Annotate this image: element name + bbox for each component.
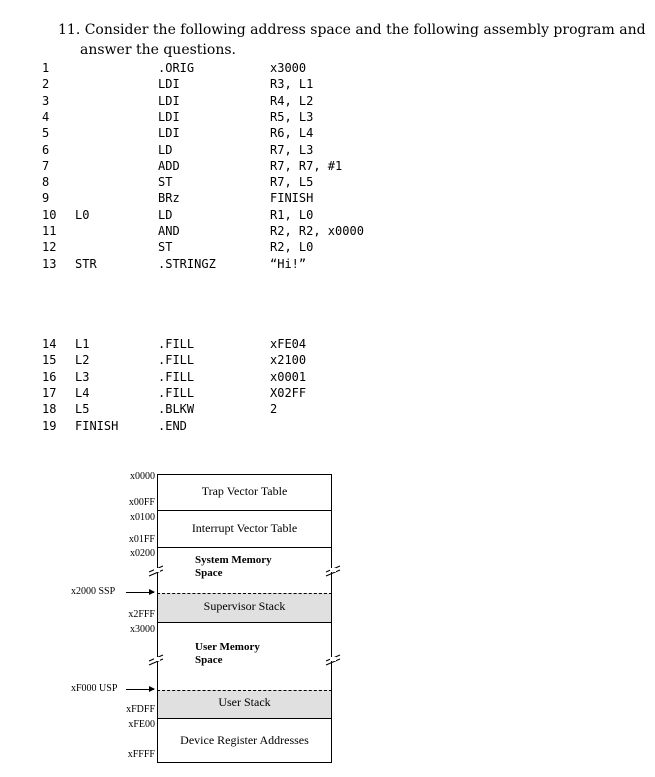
code-opcode: LD [158, 142, 173, 157]
line-number: 11 [42, 224, 57, 238]
code-operands: R6, L4 [270, 126, 314, 141]
question-line-1: 11. Consider the following address space and the following assembly program and [58, 22, 646, 38]
code-operands: X02FF [270, 385, 307, 400]
system-memory-label-2: Space [195, 567, 223, 579]
code-opcode: .END [158, 418, 187, 433]
line-number: 2 [42, 77, 50, 92]
line-number: 14 [42, 337, 57, 351]
code-opcode: LDI [158, 93, 180, 108]
line-number: 16 [42, 369, 57, 384]
code-label: L2 [75, 353, 90, 368]
line-number: 4 [42, 109, 50, 124]
trap-vector-table-label: Trap Vector Table [201, 484, 288, 498]
code-operands: R3, L1 [270, 77, 314, 92]
line-number: 8 [42, 175, 50, 190]
line-number: 7 [42, 158, 50, 173]
system-memory-label-1: System Memory [195, 554, 272, 566]
code-operands: R7, L3 [270, 142, 314, 157]
code-opcode: .FILL [158, 369, 195, 384]
address-label: xFDFF [126, 704, 155, 715]
code-operands: R1, L0 [270, 207, 314, 222]
supervisor-stack-label: Supervisor Stack [203, 599, 286, 613]
code-label: L0 [75, 207, 90, 222]
line-number: 10 [42, 207, 57, 222]
code-opcode: .BLKW [158, 402, 195, 417]
ssp-pointer-label: x2000 SSP [71, 586, 116, 597]
code-operands: x2100 [270, 353, 307, 368]
code-opcode: ST [158, 175, 173, 190]
code-operands: R4, L2 [270, 93, 314, 108]
line-number: 3 [42, 93, 50, 108]
line-number: 19 [42, 418, 57, 433]
address-label: x0100 [130, 512, 155, 523]
code-opcode: ADD [158, 158, 180, 173]
question-line-2: answer the questions. [80, 42, 236, 58]
address-label: x00FF [128, 497, 155, 508]
code-operands: x0001 [270, 369, 307, 384]
line-number: 18 [42, 402, 57, 417]
address-label: xFE00 [128, 719, 155, 730]
code-operands: R5, L3 [270, 109, 314, 124]
address-label: x2FFF [128, 609, 155, 620]
code-operands: R7, L5 [270, 175, 314, 190]
code-operands: x3000 [270, 61, 307, 75]
line-number: 5 [42, 126, 50, 141]
address-label: x3000 [130, 624, 155, 635]
code-operands: xFE04 [270, 337, 307, 351]
line-number: 12 [42, 240, 57, 255]
user-memory-label-2: Space [195, 654, 223, 666]
code-label: FINISH [75, 418, 119, 433]
code-opcode: AND [158, 224, 180, 238]
code-opcode: .FILL [158, 353, 195, 368]
code-operands: R2, L0 [270, 240, 314, 255]
code-opcode: .ORIG [158, 61, 195, 75]
code-operands: R7, R7, #1 [270, 158, 343, 173]
line-number: 13 [42, 256, 57, 271]
code-opcode: .FILL [158, 385, 195, 400]
line-number: 1 [42, 61, 50, 75]
line-number: 6 [42, 142, 50, 157]
code-opcode: LDI [158, 77, 180, 92]
device-register-label: Device Register Addresses [180, 733, 309, 747]
line-number: 9 [42, 191, 50, 206]
code-operands: R2, R2, x0000 [270, 224, 364, 238]
address-label: xFFFF [127, 749, 155, 760]
code-label: L3 [75, 369, 90, 384]
interrupt-vector-table-label: Interrupt Vector Table [191, 521, 298, 535]
code-operands: FINISH [270, 191, 314, 206]
code-label: L1 [75, 337, 90, 351]
line-number: 15 [42, 353, 57, 368]
address-label: x01FF [128, 534, 155, 545]
code-opcode: .STRINGZ [158, 256, 216, 271]
code-label: STR [75, 256, 97, 271]
code-operands: 2 [270, 402, 278, 417]
line-number: 17 [42, 385, 57, 400]
code-opcode: .FILL [158, 337, 195, 351]
code-label: L5 [75, 402, 90, 417]
code-opcode: LDI [158, 109, 180, 124]
user-memory-label-1: User Memory [195, 641, 260, 653]
code-operands: “Hi!” [270, 256, 307, 271]
code-opcode: ST [158, 240, 173, 255]
code-opcode: BRz [158, 191, 180, 206]
address-label: x0200 [130, 548, 155, 559]
code-opcode: LDI [158, 126, 180, 141]
code-label: L4 [75, 385, 90, 400]
usp-pointer-label: xF000 USP [71, 683, 118, 694]
address-label: x0000 [130, 471, 155, 482]
user-stack-label: User Stack [218, 695, 271, 709]
code-opcode: LD [158, 207, 173, 222]
